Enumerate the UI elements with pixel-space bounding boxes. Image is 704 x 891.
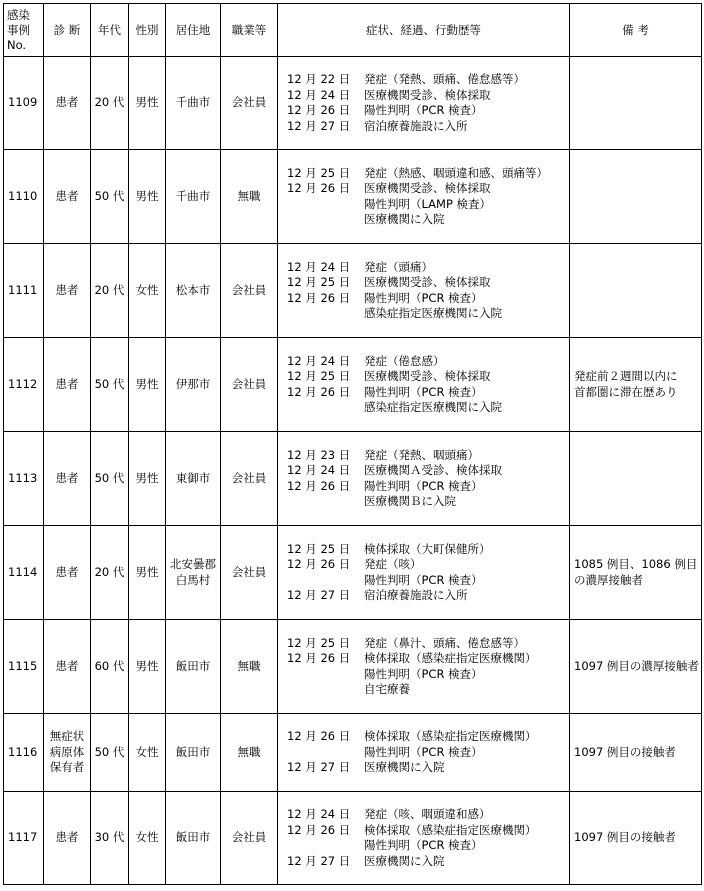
header-case-no <box>4 4 44 57</box>
remarks-line: 発症前２週間以内に <box>574 369 678 383</box>
remarks-line: 首都圏に滞在歴あり <box>574 384 678 399</box>
header-case-no-line: No. <box>7 37 27 52</box>
occupation-cell: 会社員 <box>221 338 278 432</box>
age-cell: 50 代 <box>91 338 129 432</box>
event-line <box>278 166 569 182</box>
event-text: 医療機関受診、検体採取 <box>364 181 491 195</box>
event-date: 12 月 26 日 <box>287 729 351 744</box>
remarks-line: 1097 例目の濃厚接触者 <box>574 658 699 673</box>
event-text: 医療機関Ｂに入院 <box>364 494 456 508</box>
header-occupation: 職業等 <box>221 4 278 57</box>
age-cell: 50 代 <box>91 150 129 244</box>
event-line <box>278 197 569 213</box>
occupation-cell: 会社員 <box>221 792 278 885</box>
residence-cell <box>166 432 221 526</box>
event-date <box>278 667 364 683</box>
event-date: 12 月 26 日 <box>287 478 351 493</box>
event-text: 発症（頭痛） <box>364 259 433 274</box>
event-date <box>278 573 364 589</box>
event-line <box>278 448 569 464</box>
remarks-cell <box>570 338 702 432</box>
diagnosis-cell <box>44 57 91 150</box>
case-no-cell: 1114 <box>4 526 44 620</box>
event-line <box>278 354 569 370</box>
event-date: 12 月 25 日 <box>287 635 351 650</box>
event-text: 発症（熱感、咽頭違和感、頭痛等） <box>364 165 548 180</box>
event-line <box>278 463 569 479</box>
event-date: 12 月 24 日 <box>287 463 351 477</box>
sex-cell: 男性 <box>129 150 166 244</box>
event-date: 12 月 24 日 <box>287 353 351 368</box>
residence-cell <box>166 714 221 792</box>
case-no-cell: 1109 <box>4 57 44 150</box>
event-date: 12 月 27 日 <box>287 118 351 133</box>
case-no-cell: 1117 <box>4 792 44 885</box>
event-text: 陽性判明（PCR 検査） <box>364 290 483 305</box>
table-row <box>4 244 702 338</box>
event-line <box>278 745 569 761</box>
diagnosis-cell <box>44 620 91 714</box>
event-text: 発症（発熱、頭痛、倦怠感等） <box>364 72 525 86</box>
occupation-cell: 無職 <box>221 714 278 792</box>
event-date: 12 月 25 日 <box>287 369 351 383</box>
symptoms-cell <box>278 432 570 526</box>
event-line <box>278 838 569 854</box>
age-cell: 30 代 <box>91 792 129 885</box>
diagnosis-line: 患者 <box>55 470 79 485</box>
event-line <box>278 729 569 745</box>
case-no-cell: 1113 <box>4 432 44 526</box>
event-line <box>278 103 569 119</box>
event-text: 検体採取（大町保健所） <box>364 541 491 556</box>
header-age: 年代 <box>91 4 129 57</box>
table-body <box>4 57 702 885</box>
event-date: 12 月 24 日 <box>287 87 351 102</box>
remarks-line: 1097 例目の接触者 <box>574 744 676 759</box>
diagnosis-line: 患者 <box>55 95 79 110</box>
residence-line: 飯田市 <box>175 830 211 845</box>
table-row <box>4 792 702 885</box>
event-line <box>278 807 569 823</box>
remarks-cell <box>570 150 702 244</box>
diagnosis-line: 患者 <box>55 282 79 297</box>
event-text: 医療機関に入院 <box>364 212 445 226</box>
event-line <box>278 291 569 307</box>
age-cell: 50 代 <box>91 432 129 526</box>
sex-cell: 男性 <box>129 338 166 432</box>
event-date <box>278 494 364 510</box>
event-line <box>278 275 569 291</box>
sex-cell: 男性 <box>129 57 166 150</box>
event-date: 12 月 24 日 <box>287 807 351 821</box>
event-date: 12 月 25 日 <box>287 165 351 180</box>
age-cell: 20 代 <box>91 244 129 338</box>
event-text: 医療機関受診、検体採取 <box>364 275 491 289</box>
event-line <box>278 181 569 197</box>
remarks-cell <box>570 526 702 620</box>
sex-cell: 女性 <box>129 244 166 338</box>
diagnosis-cell <box>44 244 91 338</box>
residence-cell <box>166 526 221 620</box>
event-date <box>278 212 364 228</box>
residence-line: 白馬村 <box>175 572 211 587</box>
event-date <box>278 400 364 416</box>
diagnosis-line: 患者 <box>55 376 79 391</box>
remarks-line: の濃厚接触者 <box>574 572 643 587</box>
sex-cell: 女性 <box>129 792 166 885</box>
event-date: 12 月 27 日 <box>287 760 351 775</box>
case-table <box>3 3 702 885</box>
event-text: 陽性判明（LAMP 検査） <box>364 196 492 211</box>
event-date: 12 月 25 日 <box>287 541 351 556</box>
event-text: 発症（鼻汁、頭痛、倦怠感等） <box>364 635 525 650</box>
remarks-line: 1085 例目、1086 例目 <box>574 557 698 571</box>
diagnosis-cell <box>44 432 91 526</box>
event-line <box>278 260 569 276</box>
event-text: 陽性判明（PCR 検査） <box>364 478 483 493</box>
event-text: 医療機関に入院 <box>364 760 445 775</box>
event-text: 陽性判明（PCR 検査） <box>364 572 483 587</box>
table-row <box>4 57 702 150</box>
symptoms-cell <box>278 792 570 885</box>
symptoms-cell <box>278 57 570 150</box>
age-cell: 50 代 <box>91 714 129 792</box>
table-row <box>4 432 702 526</box>
event-date: 12 月 22 日 <box>287 72 351 86</box>
diagnosis-cell <box>44 714 91 792</box>
diagnosis-cell <box>44 526 91 620</box>
occupation-cell: 会社員 <box>221 526 278 620</box>
event-text: 陽性判明（PCR 検査） <box>364 666 483 681</box>
event-line <box>278 72 569 88</box>
header-row <box>4 4 702 57</box>
event-date: 12 月 26 日 <box>287 181 351 195</box>
event-date: 12 月 26 日 <box>287 822 351 837</box>
event-line <box>278 542 569 558</box>
occupation-cell: 会社員 <box>221 244 278 338</box>
residence-cell <box>166 244 221 338</box>
header-residence: 居住地 <box>166 4 221 57</box>
case-no-cell: 1115 <box>4 620 44 714</box>
event-date <box>278 682 364 698</box>
event-line <box>278 588 569 604</box>
event-date <box>278 197 364 213</box>
event-line <box>278 760 569 776</box>
residence-cell <box>166 338 221 432</box>
symptoms-cell <box>278 244 570 338</box>
header-diagnosis: 診 断 <box>44 4 91 57</box>
residence-line: 飯田市 <box>175 658 211 673</box>
diagnosis-cell <box>44 338 91 432</box>
event-date: 12 月 27 日 <box>287 588 351 602</box>
diagnosis-line: 患者 <box>55 188 79 203</box>
residence-line: 松本市 <box>175 282 211 297</box>
sex-cell: 男性 <box>129 526 166 620</box>
event-line <box>278 88 569 104</box>
diagnosis-cell <box>44 150 91 244</box>
remarks-cell <box>570 792 702 885</box>
residence-cell <box>166 792 221 885</box>
event-text: 医療機関Ａ受診、検体採取 <box>364 463 502 477</box>
event-date: 12 月 26 日 <box>287 651 351 665</box>
event-line <box>278 212 569 228</box>
event-line <box>278 823 569 839</box>
event-date: 12 月 26 日 <box>287 557 351 571</box>
table-row <box>4 620 702 714</box>
residence-line: 北安曇郡 <box>170 557 216 571</box>
event-text: 医療機関受診、検体採取 <box>364 87 491 102</box>
event-text: 発症（咳、咽頭違和感） <box>364 807 491 821</box>
header-remarks: 備 考 <box>570 4 702 57</box>
event-date <box>278 745 364 761</box>
event-date: 12 月 23 日 <box>287 447 351 462</box>
event-text: 感染症指定医療機関に入院 <box>364 306 502 320</box>
symptoms-cell <box>278 150 570 244</box>
occupation-cell: 無職 <box>221 620 278 714</box>
header-sex: 性別 <box>129 4 166 57</box>
event-text: 発症（咳） <box>364 557 422 571</box>
event-line <box>278 573 569 589</box>
event-date: 12 月 26 日 <box>287 103 351 117</box>
case-no-cell: 1112 <box>4 338 44 432</box>
table-row <box>4 338 702 432</box>
event-date: 12 月 27 日 <box>287 853 351 868</box>
symptoms-cell <box>278 620 570 714</box>
event-line <box>278 400 569 416</box>
event-text: 検体採取（感染症指定医療機関） <box>364 822 537 837</box>
event-line <box>278 494 569 510</box>
diagnosis-line: 患者 <box>55 830 79 845</box>
event-text: 自宅療養 <box>364 682 410 696</box>
event-date: 12 月 25 日 <box>287 275 351 289</box>
event-line <box>278 385 569 401</box>
header-case-no-line: 事例 <box>7 22 30 37</box>
event-text: 宿泊療養施設に入所 <box>364 118 468 133</box>
event-text: 陽性判明（PCR 検査） <box>364 384 483 399</box>
event-text: 検体採取（感染症指定医療機関） <box>364 651 537 665</box>
event-date: 12 月 24 日 <box>287 259 351 274</box>
sex-cell: 男性 <box>129 432 166 526</box>
remarks-cell <box>570 714 702 792</box>
event-line <box>278 557 569 573</box>
remarks-line: 1097 例目の接触者 <box>574 830 676 845</box>
case-no-cell: 1111 <box>4 244 44 338</box>
occupation-cell: 会社員 <box>221 57 278 150</box>
age-cell: 60 代 <box>91 620 129 714</box>
event-text: 陽性判明（PCR 検査） <box>364 838 483 852</box>
event-line <box>278 369 569 385</box>
residence-line: 飯田市 <box>175 744 211 759</box>
diagnosis-line: 保有者 <box>49 760 85 775</box>
remarks-cell <box>570 57 702 150</box>
event-text: 発症（発熱、咽頭痛） <box>364 447 479 462</box>
event-text: 医療機関に入院 <box>364 853 445 868</box>
event-line <box>278 479 569 495</box>
event-text: 陽性判明（PCR 検査） <box>364 103 483 117</box>
symptoms-cell <box>278 526 570 620</box>
event-line <box>278 682 569 698</box>
event-line <box>278 854 569 870</box>
age-cell: 20 代 <box>91 57 129 150</box>
diagnosis-line: 病原体 <box>49 744 85 759</box>
occupation-cell: 無職 <box>221 150 278 244</box>
event-line <box>278 636 569 652</box>
event-line <box>278 306 569 322</box>
residence-line: 伊那市 <box>175 376 211 391</box>
event-text: 医療機関受診、検体採取 <box>364 369 491 383</box>
table-row <box>4 714 702 792</box>
symptoms-cell <box>278 714 570 792</box>
event-date: 12 月 26 日 <box>287 384 351 399</box>
case-no-cell: 1110 <box>4 150 44 244</box>
event-line <box>278 651 569 667</box>
sex-cell: 男性 <box>129 620 166 714</box>
diagnosis-line: 患者 <box>55 658 79 673</box>
diagnosis-line: 無症状 <box>49 729 85 744</box>
sex-cell: 女性 <box>129 714 166 792</box>
case-no-cell: 1116 <box>4 714 44 792</box>
residence-cell <box>166 150 221 244</box>
age-cell: 20 代 <box>91 526 129 620</box>
header-case-no-line: 感染 <box>7 7 30 22</box>
diagnosis-cell <box>44 792 91 885</box>
table-row <box>4 526 702 620</box>
remarks-cell <box>570 620 702 714</box>
event-date: 12 月 26 日 <box>287 290 351 305</box>
event-text: 宿泊療養施設に入所 <box>364 588 468 602</box>
diagnosis-line: 患者 <box>55 564 79 579</box>
symptoms-cell <box>278 338 570 432</box>
event-date <box>278 838 364 854</box>
event-line <box>278 667 569 683</box>
event-text: 検体採取（感染症指定医療機関） <box>364 729 537 744</box>
residence-cell <box>166 620 221 714</box>
remarks-cell <box>570 244 702 338</box>
event-line <box>278 119 569 135</box>
remarks-cell <box>570 432 702 526</box>
event-date <box>278 306 364 322</box>
residence-cell <box>166 57 221 150</box>
event-text: 感染症指定医療機関に入院 <box>364 400 502 414</box>
occupation-cell: 会社員 <box>221 432 278 526</box>
residence-line: 東御市 <box>175 470 211 485</box>
residence-line: 千曲市 <box>175 95 211 110</box>
table-row <box>4 150 702 244</box>
header-symptoms: 症状、経過、行動歴等 <box>278 4 570 57</box>
event-text: 発症（倦怠感） <box>364 353 445 368</box>
residence-line: 千曲市 <box>175 188 211 203</box>
event-text: 陽性判明（PCR 検査） <box>364 744 483 759</box>
